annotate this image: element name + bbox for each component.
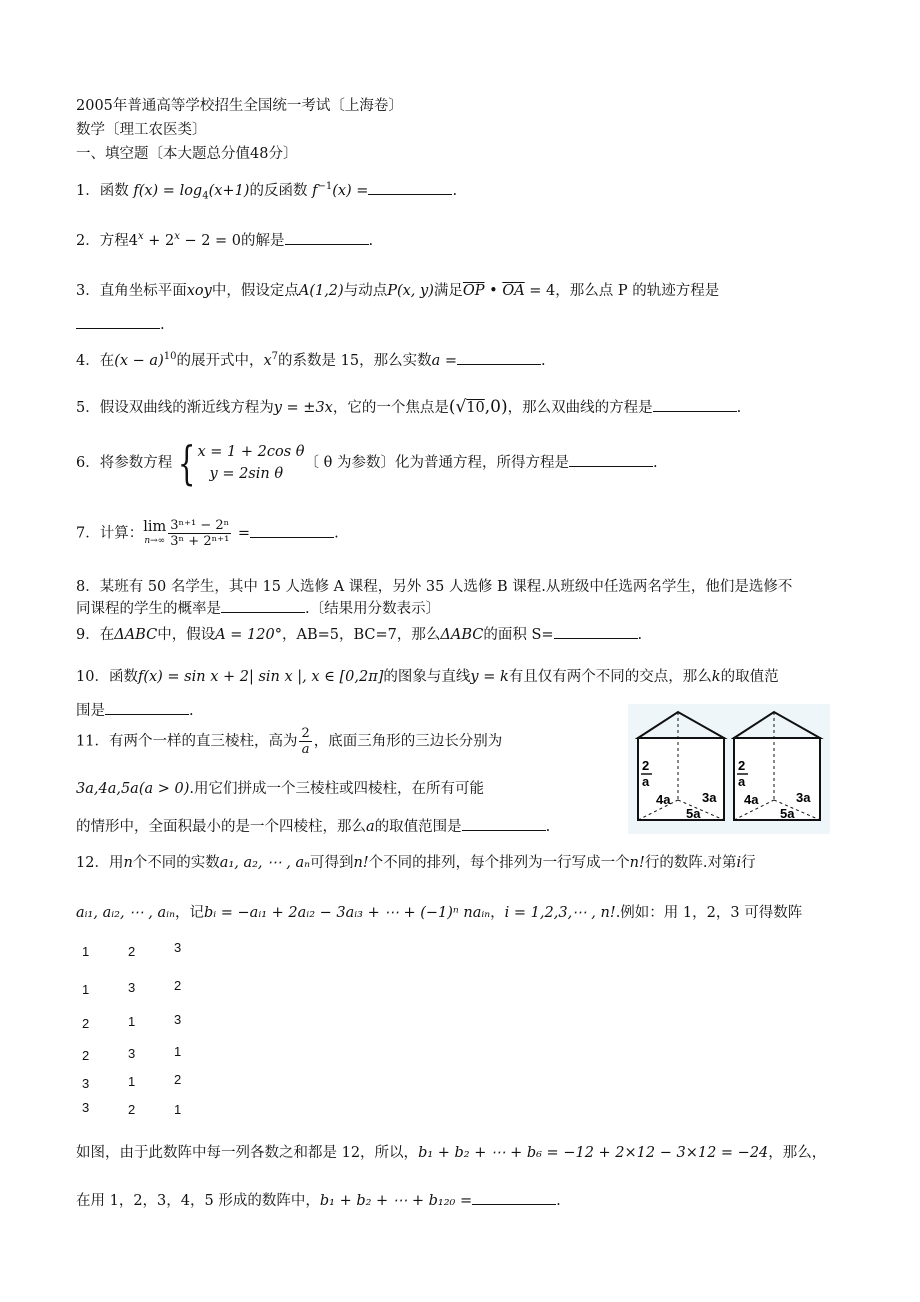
right-side-4a: 4a bbox=[744, 792, 759, 807]
question-11-line-2: 3a,4a,5a(a > 0).用它们拼成一个三棱柱或四棱柱，在所有可能 bbox=[76, 781, 484, 797]
answer-blank[interactable] bbox=[250, 523, 334, 538]
answer-blank[interactable] bbox=[554, 624, 638, 639]
answer-blank[interactable] bbox=[221, 598, 305, 613]
limit-fraction: $\frac{\text{3ⁿ⁺¹ − 2ⁿ}}{\text{3ⁿ + 2ⁿ⁺¹}}$ bbox=[170, 518, 230, 549]
exam-title: 2005年普通高等学校招生全国统一考试〔上海卷〕 bbox=[76, 98, 403, 114]
question-10: 10．函数f(x) = sin x + 2| sin x |, x ∈ [0,2π]的图象与直线y = k有且仅有两个不同的交点，那么k的取值范 围是 . bbox=[76, 669, 779, 719]
answer-blank[interactable] bbox=[76, 314, 160, 329]
right-height-den: a bbox=[738, 774, 746, 789]
right-height-num: 2 bbox=[738, 758, 746, 773]
answer-blank[interactable] bbox=[472, 1190, 556, 1205]
question-6: 6．将参数方程 { x = 1 + 2cos θ y = 2sin θ 〔 θ 为参数〕化为普通方程，所得方程是 . bbox=[76, 436, 658, 490]
parametric-system: { x = 1 + 2cos θ y = 2sin θ bbox=[178, 436, 305, 490]
answer-blank[interactable] bbox=[653, 397, 737, 412]
question-1: 1．函数 $f(x) = \log_4(x+1)$的反函数 $f^{-1}(x)$ = . bbox=[76, 181, 458, 202]
question-8: 8．某班有 50 名学生，其中 15 人选修 A 课程，另外 35 人选修 B 课程.从班级中任选两名学生，他们是选修不 同课程的学生的概率是 .〔结果用分数表示〕 bbox=[76, 579, 793, 617]
question-7: 7．计算： lim n→∞ $\frac{\text{3ⁿ⁺¹ − 2ⁿ}}{\text{3ⁿ + 2ⁿ⁺¹}}$ = . bbox=[76, 518, 339, 549]
left-height-num: 2 bbox=[642, 758, 650, 773]
answer-blank[interactable] bbox=[457, 350, 541, 365]
prism-figure bbox=[628, 704, 830, 834]
left-side-3a: 3a bbox=[702, 790, 717, 805]
question-12-line-3: 如图，由于此数阵中每一列各数之和都是 12，所以，b₁ + b₂ + ⋯ + b₆ = −12 + 2×12 − 3×12 = −24，那么， bbox=[76, 1145, 827, 1161]
exam-page: 2005年普通高等学校招生全国统一考试〔上海卷〕 数学〔理工农医类〕 一、填空题〔本大题总分值48分〕 1．函数 $f(x) = \log_4(x+1)$的反函数 $f^{-1}(x)$ = . 2．方程$4^x + 2^x - 2 = 0$的解是 . 3．直角坐标平面xoy中，假设定点A(1,2)与动点P(x, y)满足$\overline{OP}$ • $\overline{OA} = 4$，那么点 P 的轨迹方程是 . 4．在$(x - a)^{10}$的展开式中，$x^7$的系数是 15，那么实数a = . 5．假设双曲线的渐近线方程为y = ±3x，它的一个焦点是(√10,0)，那么双曲线的方程是 . 6．将参数方程 { x = 1 + 2cos θ y = 2sin θ 〔 θ 为参数〕化为普通方程，所得方程是 . 7．计算： lim n→∞ $\frac{\text{3ⁿ⁺¹ − 2ⁿ}}{\text{3ⁿ + 2ⁿ⁺¹}}$ = . 8．某班有 50 名学生，其中 15 人选修 A 课程，另外 35 人选修 B 课程.从班级中任选两名学生，他们是选修不 同课程的学生的概率是 .〔结果用分数表示〕 9．在ΔABC中，假设A = 120°，AB=5，BC=7，那么ΔABC的面积 S= . 10．函数f(x) = sin x + 2| sin x |, x ∈ [0,2π]的图象与直线y = k有且仅有两个不同的交点，那么k的取值范 围是 . 11．有两个一样的直三棱柱，高为 $\frac{2}{a}$ ，底面三角形的三边长分别为 3a,4a,5a(a > 0).用它们拼成一个三棱柱或四棱柱，在所有可能 的情形中，全面积最小的是一个四棱柱，那么a的取值范围是 . 2 a 4a 3a 5a 2 a 4a 3a 5a 12．用n个不同的实数a₁, a₂, ⋯ , aₙ可得到n!个不同的排列，每个排列为一行写成一个n!行的数阵.对第i行 aᵢ₁, aᵢ₂, ⋯ , aᵢₙ，记bᵢ = −aᵢ₁ + 2aᵢ₂ − 3aᵢ₃ + ⋯ + (−1)ⁿ naᵢₙ，i = 1,2,3,⋯ , n!.例如：用 1，2，3 可得数阵 1 2 3 1 3 2 2 1 3 2 3 1 3 1 2 3 2 1 如图，由于此数阵中每一列各数之和都是 12，所以，b₁ + b₂ + ⋯ + b₆ = −12 + 2×12 − 3×12 = −24，那么， 在用 1，2，3，4，5 形成的数阵中，b₁ + b₂ + ⋯ + b₁₂₀ = . bbox=[0, 0, 920, 1302]
answer-blank[interactable] bbox=[368, 180, 452, 195]
question-12-line-4: 在用 1，2，3，4，5 形成的数阵中，b₁ + b₂ + ⋯ + b₁₂₀ = . bbox=[76, 1190, 848, 1212]
left-side-4a: 4a bbox=[656, 792, 671, 807]
answer-blank[interactable] bbox=[285, 230, 369, 245]
right-prism-front bbox=[734, 738, 820, 820]
height-fraction: $\frac{2}{a}$ bbox=[301, 726, 310, 757]
right-side-3a: 3a bbox=[796, 790, 811, 805]
question-2: 2．方程$4^x + 2^x - 2 = 0$的解是 . bbox=[76, 231, 374, 249]
question-4: 4．在$(x - a)^{10}$的展开式中，$x^7$的系数是 15，那么实数a = . bbox=[76, 351, 546, 369]
question-11-line-3: 的情形中，全面积最小的是一个四棱柱，那么a的取值范围是 . bbox=[76, 816, 848, 838]
answer-blank[interactable] bbox=[105, 700, 189, 715]
question-9: 9．在ΔABC中，假设A = 120°，AB=5，BC=7，那么ΔABC的面积 S= . bbox=[76, 624, 848, 646]
answer-blank[interactable] bbox=[569, 452, 653, 467]
exam-subject: 数学〔理工农医类〕 bbox=[76, 122, 207, 138]
question-5: 5．假设双曲线的渐近线方程为y = ±3x，它的一个焦点是(√10,0)，那么双曲线的方程是 . bbox=[76, 397, 742, 417]
limit-operator: lim n→∞ bbox=[143, 518, 167, 546]
left-side-5a: 5a bbox=[686, 806, 701, 821]
answer-blank[interactable] bbox=[462, 816, 546, 831]
question-12-line-2: aᵢ₁, aᵢ₂, ⋯ , aᵢₙ，记bᵢ = −aᵢ₁ + 2aᵢ₂ − 3aᵢ₃ + ⋯ + (−1)ⁿ naᵢₙ，i = 1,2,3,⋯ , n!.例如：用 1，2，3 可得数阵 bbox=[76, 905, 803, 921]
left-prism-front bbox=[638, 738, 724, 820]
question-12: 12．用n个不同的实数a₁, a₂, ⋯ , aₙ可得到n!个不同的排列，每个排列为一行写成一个n!行的数阵.对第i行 bbox=[76, 855, 756, 871]
section-heading: 一、填空题〔本大题总分值48分〕 bbox=[76, 146, 298, 162]
question-11: 11．有两个一样的直三棱柱，高为 $\frac{2}{a}$ ，底面三角形的三边长分别为 bbox=[76, 726, 503, 757]
left-height-den: a bbox=[642, 774, 650, 789]
right-side-5a: 5a bbox=[780, 806, 795, 821]
question-3: 3．直角坐标平面xoy中，假设定点A(1,2)与动点P(x, y)满足$\overline{OP}$ • $\overline{OA} = 4$，那么点 P 的轨迹方程是 . bbox=[76, 283, 720, 333]
